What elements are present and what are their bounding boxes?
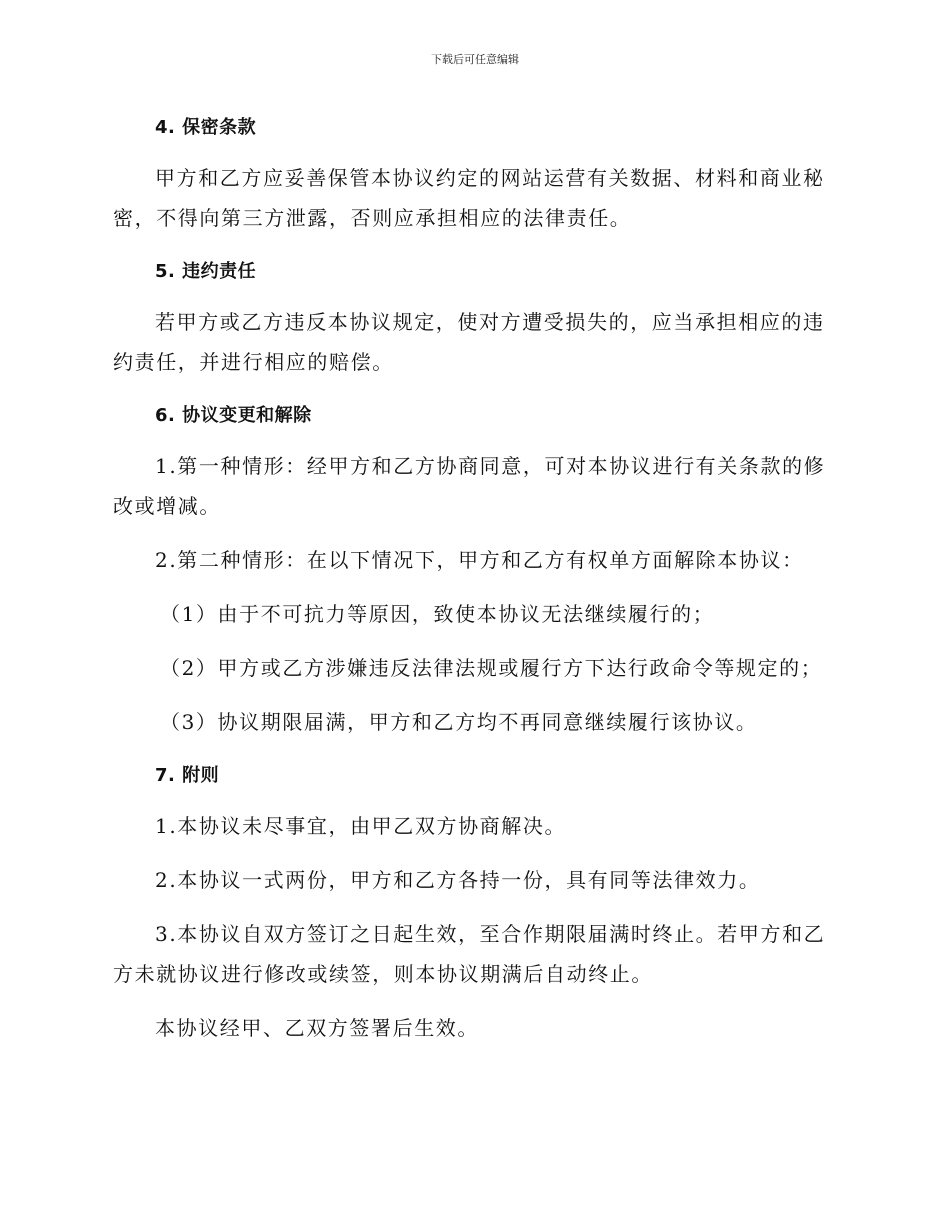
page-header: 下载后可任意编辑 <box>431 53 519 66</box>
paragraph-confidentiality: 甲方和乙方应妥善保管本协议约定的网站运营有关数据、材料和商业秘密，不得向第三方泄露，否则应承担相应的法律责任。 <box>113 166 825 230</box>
paragraph-closing: 本协议经甲、乙双方签署后生效。 <box>155 1016 479 1040</box>
paragraph-supplementary-1: 1.本协议未尽事宜，由甲乙双方协商解决。 <box>155 814 567 838</box>
list-item: （3）协议期限届满，甲方和乙方均不再同意继续履行该协议。 <box>160 710 758 734</box>
paragraph-liability: 若甲方或乙方违反本协议规定，使对方遭受损失的，应当承担相应的违约责任，并进行相应的赔偿。 <box>113 310 825 374</box>
list-item: （2）甲方或乙方涉嫌违反法律法规或履行方下达行政命令等规定的； <box>160 656 823 680</box>
list-item: （1）由于不可抗力等原因，致使本协议无法继续履行的； <box>160 602 715 626</box>
document-body <box>113 108 831 1062</box>
section-heading-supplementary: 7. 附则 <box>155 765 220 786</box>
section-heading-liability: 5. 违约责任 <box>155 261 257 282</box>
paragraph-supplementary-3: 3.本协议自双方签订之日起生效，至合作期限届满时终止。若甲方和乙方未就协议进行修改或续签，则本协议期满后自动终止。 <box>113 922 826 986</box>
paragraph-amendment-case-2: 2.第二种情形：在以下情况下，甲方和乙方有权单方面解除本协议： <box>155 548 804 572</box>
section-heading-amendment: 6. 协议变更和解除 <box>155 405 312 426</box>
paragraph-supplementary-2: 2.本协议一式两份，甲方和乙方各持一份，具有同等法律效力。 <box>155 868 761 892</box>
paragraph-amendment-case-1: 1.第一种情形：经甲方和乙方协商同意，可对本协议进行有关条款的修改或增减。 <box>113 454 826 518</box>
section-heading-confidentiality: 4. 保密条款 <box>155 117 257 138</box>
